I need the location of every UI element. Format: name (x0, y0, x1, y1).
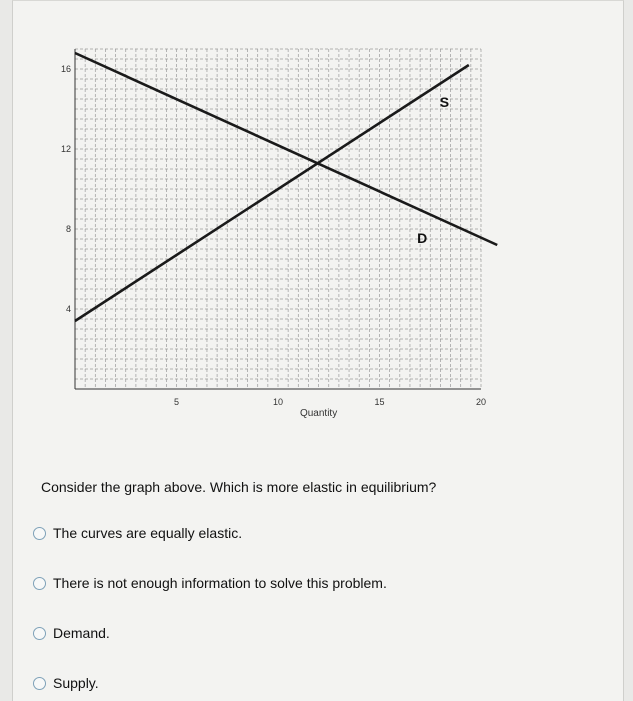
y-tick-label: 12 (60, 144, 71, 154)
series-line-d (75, 53, 497, 245)
x-tick-label: 10 (272, 397, 284, 407)
y-tick-label: 16 (60, 64, 71, 74)
question-text: Consider the graph above. Which is more elastic in equilibrium? (41, 479, 437, 495)
x-tick-label: 5 (173, 397, 180, 407)
option-label: There is not enough information to solve this problem. (53, 575, 387, 591)
supply-curve-label: S (439, 94, 450, 110)
option-equally-elastic[interactable] (33, 525, 242, 541)
question-card (12, 0, 624, 701)
radio-button[interactable] (33, 577, 46, 590)
option-not-enough-information[interactable] (33, 575, 387, 591)
option-label: Demand. (53, 625, 110, 641)
demand-curve-label: D (417, 230, 428, 246)
series-line-s (75, 65, 469, 321)
radio-button[interactable] (33, 677, 46, 690)
y-tick-label: 8 (65, 224, 71, 234)
x-axis-label: Quantity (299, 408, 338, 419)
option-supply[interactable] (33, 675, 99, 691)
x-tick-label: 15 (374, 397, 385, 407)
option-demand[interactable] (33, 625, 110, 641)
radio-button[interactable] (33, 627, 46, 640)
x-tick-label: 20 (475, 397, 487, 407)
option-label: The curves are equally elastic. (53, 525, 243, 541)
radio-button[interactable] (33, 527, 46, 540)
option-label: Supply. (53, 675, 99, 691)
supply-demand-chart (13, 1, 623, 441)
y-tick-label: 4 (65, 304, 71, 314)
